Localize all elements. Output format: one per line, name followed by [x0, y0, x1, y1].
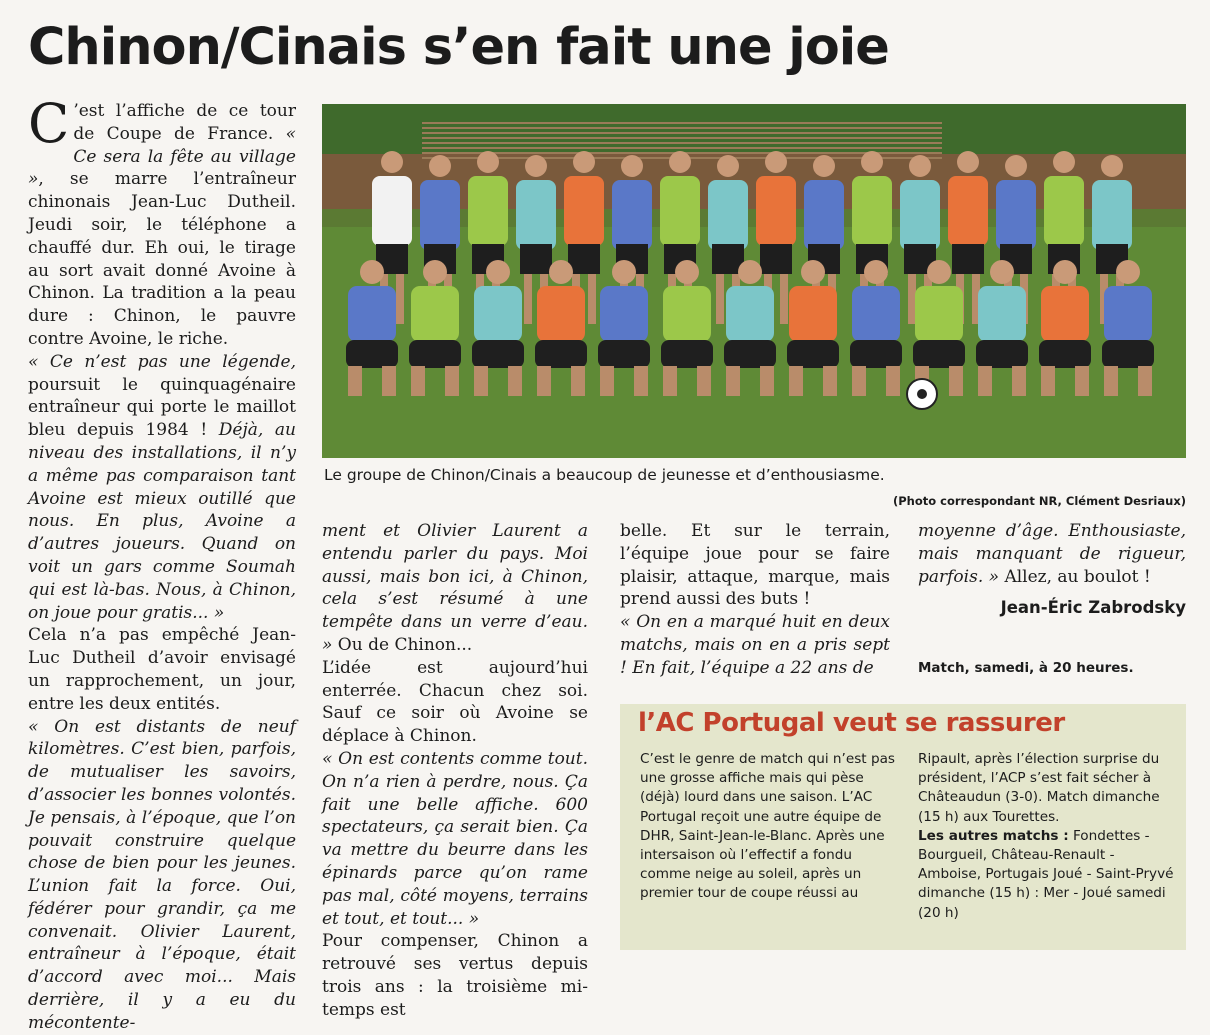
- article-column-1: [28, 92, 296, 1035]
- quote: « On est distants de neuf kilomètres. C’est bien, parfois, de mutualiser les savoirs, d’associer les bonnes volontés. Je pensais, à l’époque, que l’on pouvait construire quelque chose de bien pour les jeunes. L’union fait la force. Oui, fédérer pour grandir, ça me convenait. Olivier Laurent, entraîneur à l’époque, était d’accord avec moi... Mais derrière, il y a eu du mécontente-: [28, 716, 296, 1033]
- player-shorts: [535, 340, 587, 368]
- player-leg: [780, 274, 788, 324]
- match-info: Match, samedi, à 20 heures.: [918, 660, 1134, 676]
- player-leg: [1041, 366, 1055, 396]
- team-photo: [322, 104, 1186, 458]
- player-leg: [411, 366, 425, 396]
- player-leg: [1104, 366, 1118, 396]
- player-head: [573, 151, 595, 173]
- player-bib: [915, 286, 963, 342]
- player-leg: [697, 366, 711, 396]
- paragraph: L’idée est aujourd’hui enterrée. Chacun chez soi. Sauf ce soir où Avoine se déplace à Chinon.: [322, 657, 588, 747]
- player-leg: [588, 274, 596, 324]
- sidebar-paragraph: Ripault, après l’élection surprise du président, l’ACP s’est fait sécher à Châteaudun (3-0). Match dimanche (15 h) aux Tourettes.: [918, 751, 1160, 825]
- quote: « On en a marqué huit en deux matchs, mais on en a pris sept ! En fait, l’équipe a 22 ans de: [620, 612, 890, 678]
- player-shorts: [760, 244, 792, 274]
- quote: « On est contents comme tout. On n’a rien à perdre, nous. Ça fait une belle affiche. 600 spectateurs, ça serait bien. Ça va mettre du beurre dans les épinards parce qu’on rame pas mal, côté moyens, terrains et tout, et tout... »: [322, 748, 588, 929]
- player-bib: [852, 176, 892, 246]
- player-shorts: [520, 244, 552, 274]
- player-head: [864, 260, 888, 284]
- player-leg: [978, 366, 992, 396]
- player-bib: [411, 286, 459, 342]
- player-leg: [760, 366, 774, 396]
- text: poursuit le quinquagénaire entraîneur qui porte le maillot bleu depuis 1984 !: [28, 374, 296, 441]
- stand-step: [422, 147, 942, 149]
- article-headline: Chinon/Cinais s’en fait une joie: [28, 18, 889, 77]
- sidebar-paragraph: C’est le genre de match qui n’est pas une grosse affiche mais qui pèse (déjà) lourd dans une saison. L’AC Portugal reçoit une autre équipe de DHR, Saint-Jean-le-Blanc. Après une intersaison où l’effectif a fondu comme neige au soleil, après un premier tour de coupe réussi au: [640, 751, 895, 902]
- player-bib: [372, 176, 412, 246]
- player-head: [381, 151, 403, 173]
- player-bib: [708, 180, 748, 250]
- player-bib: [1104, 286, 1152, 342]
- player-head: [1005, 155, 1027, 177]
- quote: « Ce n’est pas une légende,: [28, 351, 296, 372]
- player-bib: [789, 286, 837, 342]
- player-bib: [1092, 180, 1132, 250]
- sidebar-column-left: [640, 750, 902, 904]
- quote: « Ce sera la fête au village »: [28, 123, 296, 190]
- player-bib: [726, 286, 774, 342]
- player-leg: [348, 366, 362, 396]
- stand-step: [422, 132, 942, 134]
- player-head: [669, 151, 691, 173]
- player-head: [486, 260, 510, 284]
- player-shorts: [724, 340, 776, 368]
- player-head: [477, 151, 499, 173]
- player-shorts: [1102, 340, 1154, 368]
- player-leg: [600, 366, 614, 396]
- stand-step: [422, 122, 942, 124]
- other-matches-label: Les autres matchs :: [918, 827, 1069, 844]
- player-leg: [1012, 366, 1026, 396]
- player-head: [1101, 155, 1123, 177]
- byline: Jean-Éric Zabrodsky: [1000, 598, 1186, 617]
- player-head: [612, 260, 636, 284]
- player-bib: [1041, 286, 1089, 342]
- player-bib: [948, 176, 988, 246]
- player-head: [675, 260, 699, 284]
- player-bib: [1044, 176, 1084, 246]
- player-leg: [726, 366, 740, 396]
- text: ’est l’affiche de ce tour de Coupe de France.: [73, 101, 296, 144]
- other-matches-text: Fondettes - Bourgueil, Château-Renault - Amboise, Portugais Joué - Saint-Pryvé dimanche (15 h) : Mer - Joué samedi (20 h): [918, 827, 1174, 921]
- team-photo-illustration: [322, 104, 1186, 458]
- player-head: [360, 260, 384, 284]
- text: , se marre l’entraîneur chinonais Jean-Luc Dutheil. Jeudi soir, le téléphone a chauffé dur. Eh oui, le tirage au sort avait donné Avoine à Chinon. La tradition a la peau dure : Chinon, le pauvre contre Avoine, le riche.: [28, 169, 296, 349]
- player-leg: [445, 366, 459, 396]
- drop-cap: C: [28, 92, 70, 155]
- player-leg: [474, 366, 488, 396]
- paragraph: [918, 520, 1186, 588]
- player-head: [1053, 151, 1075, 173]
- player-bib: [978, 286, 1026, 342]
- player-leg: [949, 366, 963, 396]
- player-leg: [396, 274, 404, 324]
- player-head: [861, 151, 883, 173]
- player-head: [549, 260, 573, 284]
- player-bib: [663, 286, 711, 342]
- quote: Déjà, au niveau des installations, il n’y a même pas comparaison tant Avoine est mieux outillé que nous. En plus, Avoine a d’autres joueurs. Quand on voit un gars comme Soumah qui est là-bas. Nous, à Chinon, on joue pour gratis... »: [28, 420, 296, 623]
- player-leg: [886, 366, 900, 396]
- article-column-2: [322, 520, 588, 1022]
- player-head: [909, 155, 931, 177]
- player-head: [927, 260, 951, 284]
- player-leg: [908, 274, 916, 324]
- photo-caption: Le groupe de Chinon/Cinais a beaucoup de jeunesse et d’enthousiasme.: [324, 466, 885, 484]
- photo-credit: (Photo correspondant NR, Clément Desriaux): [892, 494, 1186, 508]
- player-shorts: [850, 340, 902, 368]
- player-head: [1053, 260, 1077, 284]
- sidebar-paragraph: [918, 827, 1180, 923]
- paragraph: Cela n’a pas empêché Jean-Luc Dutheil d’avoir envisagé un rapprochement, un jour, entre les deux entités.: [28, 625, 296, 714]
- player-head: [525, 155, 547, 177]
- player-head: [717, 155, 739, 177]
- text: Allez, au boulot !: [999, 566, 1151, 587]
- player-bib: [537, 286, 585, 342]
- player-bib: [996, 180, 1036, 250]
- paragraph: belle. Et sur le terrain, l’équipe joue pour se faire plaisir, attaque, marque, mais prend aussi des buts !: [620, 521, 890, 610]
- player-leg: [571, 366, 585, 396]
- player-shorts: [976, 340, 1028, 368]
- text: Ou de Chinon...: [332, 634, 473, 655]
- player-shorts: [598, 340, 650, 368]
- player-leg: [1138, 366, 1152, 396]
- player-shorts: [913, 340, 965, 368]
- player-shorts: [472, 340, 524, 368]
- player-head: [738, 260, 762, 284]
- paragraph: [28, 716, 296, 1035]
- player-bib: [516, 180, 556, 250]
- paragraph: Pour compenser, Chinon a retrouvé ses vertus depuis trois ans : la troisième mi-temps est: [322, 931, 588, 1020]
- player-bib: [600, 286, 648, 342]
- soccer-ball-patch: [917, 389, 927, 399]
- player-bib: [420, 180, 460, 250]
- stand-step: [422, 142, 942, 144]
- player-head: [990, 260, 1014, 284]
- player-shorts: [787, 340, 839, 368]
- player-leg: [382, 366, 396, 396]
- paragraph: [28, 351, 296, 625]
- quote: moyenne d’âge. Enthousiaste, mais manquant de rigueur, parfois. »: [918, 521, 1186, 587]
- article-column-3: [620, 520, 890, 680]
- player-shorts: [568, 244, 600, 274]
- player-leg: [1075, 366, 1089, 396]
- player-shorts: [409, 340, 461, 368]
- paragraph: [620, 611, 890, 679]
- player-head: [801, 260, 825, 284]
- player-head: [621, 155, 643, 177]
- player-bib: [474, 286, 522, 342]
- player-leg: [634, 366, 648, 396]
- player-bib: [900, 180, 940, 250]
- player-leg: [823, 366, 837, 396]
- player-bib: [852, 286, 900, 342]
- player-bib: [756, 176, 796, 246]
- quote: ment et Olivier Laurent a entendu parler du pays. Moi aussi, mais bon ici, à Chinon, cela s’est résumé à une tempête dans un verre d’eau. »: [322, 521, 588, 655]
- player-bib: [612, 180, 652, 250]
- player-bib: [660, 176, 700, 246]
- player-head: [423, 260, 447, 284]
- player-head: [765, 151, 787, 173]
- paragraph: [322, 520, 588, 657]
- player-leg: [524, 274, 532, 324]
- player-shorts: [346, 340, 398, 368]
- player-bib: [468, 176, 508, 246]
- player-leg: [716, 274, 724, 324]
- player-bib: [348, 286, 396, 342]
- sidebar-column-right: [918, 750, 1180, 923]
- sidebar-title: l’AC Portugal veut se rassurer: [638, 708, 1065, 738]
- player-bib: [804, 180, 844, 250]
- player-shorts: [952, 244, 984, 274]
- player-leg: [663, 366, 677, 396]
- player-head: [813, 155, 835, 177]
- player-head: [957, 151, 979, 173]
- player-leg: [508, 366, 522, 396]
- player-leg: [852, 366, 866, 396]
- player-leg: [537, 366, 551, 396]
- player-head: [429, 155, 451, 177]
- paragraph: [322, 748, 588, 930]
- player-shorts: [661, 340, 713, 368]
- player-shorts: [1039, 340, 1091, 368]
- stand-step: [422, 137, 942, 139]
- player-bib: [564, 176, 604, 246]
- stand-step: [422, 127, 942, 129]
- player-leg: [789, 366, 803, 396]
- paragraph: [28, 92, 296, 351]
- sidebar-box: [620, 704, 1186, 950]
- player-head: [1116, 260, 1140, 284]
- article-column-4: [918, 520, 1186, 588]
